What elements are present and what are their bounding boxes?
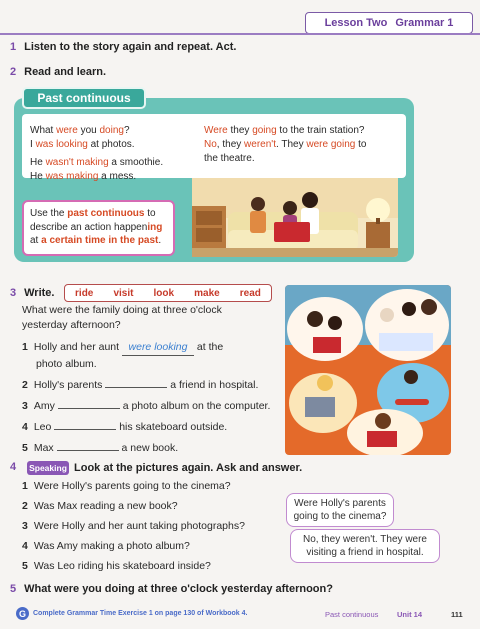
grammar-rule-box: Use the past continuous to describe an action happening at a certain time in the past. [22,200,175,256]
word-bank-item: ride [75,287,94,299]
question-2 [10,66,106,78]
grammar-examples-right [204,124,366,166]
answer-field[interactable] [54,429,116,430]
list-item-continuation: photo album. [36,358,97,370]
exercise-4-items [22,479,245,579]
grammar-time-logo-icon: G [16,607,29,620]
question-number: 1 [10,41,17,53]
answer-field[interactable] [58,408,120,409]
list-item: 2 Holly's parents a friend in hospital. [22,379,259,391]
question-4-number: 4 [10,461,17,473]
example-line: I was looking at photos. [30,139,135,150]
list-item: 5 Max a new book. [22,442,179,454]
list-item: 1 Holly and her aunt were looking at the [22,340,282,357]
question-3 [10,287,54,299]
example-line: What were you doing? [30,125,130,136]
word-bank-item: make [194,287,220,299]
example-line: the theatre. [204,153,255,164]
answer-field[interactable] [57,450,119,451]
speech-bubble-question: Were Holly's parents going to the cinema? [286,493,394,527]
question-4-text: Look at the pictures again. Ask and answer. [74,462,303,474]
question-text: Listen to the story again and repeat. Act. [24,41,237,53]
footer-unit: Unit 14 [397,610,423,619]
lesson-label: Lesson Two [324,17,388,29]
example-line: He was making a mess. [30,171,137,182]
question-number: 5 [10,583,17,595]
workbook-reference: Complete Grammar Time Exercise 1 on page 130 of Workbook 4. [33,610,248,617]
question-text: Write. [24,287,55,299]
list-item: 1 Were Holly's parents going to the cinema? [22,480,231,492]
example-line: He wasn't making a smoothie. [30,157,164,168]
list-item: 5 Was Leo riding his skateboard inside? [22,560,211,572]
answer-field[interactable]: were looking [122,340,194,356]
header-divider [0,33,480,35]
lesson-topic: Grammar 1 [395,17,454,29]
list-item: 3 Were Holly and her aunt taking photographs? [22,520,245,532]
speaking-badge: Speaking [27,461,69,475]
speech-bubble-answer: No, they weren't. They were visiting a friend in hospital. [290,529,440,563]
question-1 [10,41,236,53]
page-number: 111 [451,610,463,619]
example-line: No, they weren't. They were going to [204,139,367,150]
family-sofa-illustration [192,178,398,257]
exercise-3-items [22,340,282,462]
word-bank-item: read [239,287,261,299]
example-line: Were they going to the train station? [204,125,365,136]
question-text: What were you doing at three o'clock yesterday afternoon? [24,583,333,595]
word-bank-item: visit [113,287,134,299]
list-item: 2 Was Max reading a new book? [22,500,178,512]
list-item: 4 Leo his skateboard outside. [22,421,228,433]
word-bank [64,284,272,302]
question-number: 3 [10,287,17,299]
grammar-title: Past continuous [22,87,146,109]
exercise-prompt: What were the family doing at three o'clock yesterday afternoon? [22,304,222,331]
question-number: 2 [10,66,17,78]
question-text: Read and learn. [24,66,107,78]
word-bank-item: look [153,287,175,299]
grammar-examples-left [30,124,163,184]
list-item: 4 Was Amy making a photo album? [22,540,190,552]
lesson-header [305,12,473,34]
list-item: 3 Amy a photo album on the computer. [22,400,271,412]
footer-section: Past continuous [325,610,379,619]
answer-field[interactable] [105,387,167,388]
family-collage-illustration [285,285,451,455]
question-5 [10,583,333,595]
